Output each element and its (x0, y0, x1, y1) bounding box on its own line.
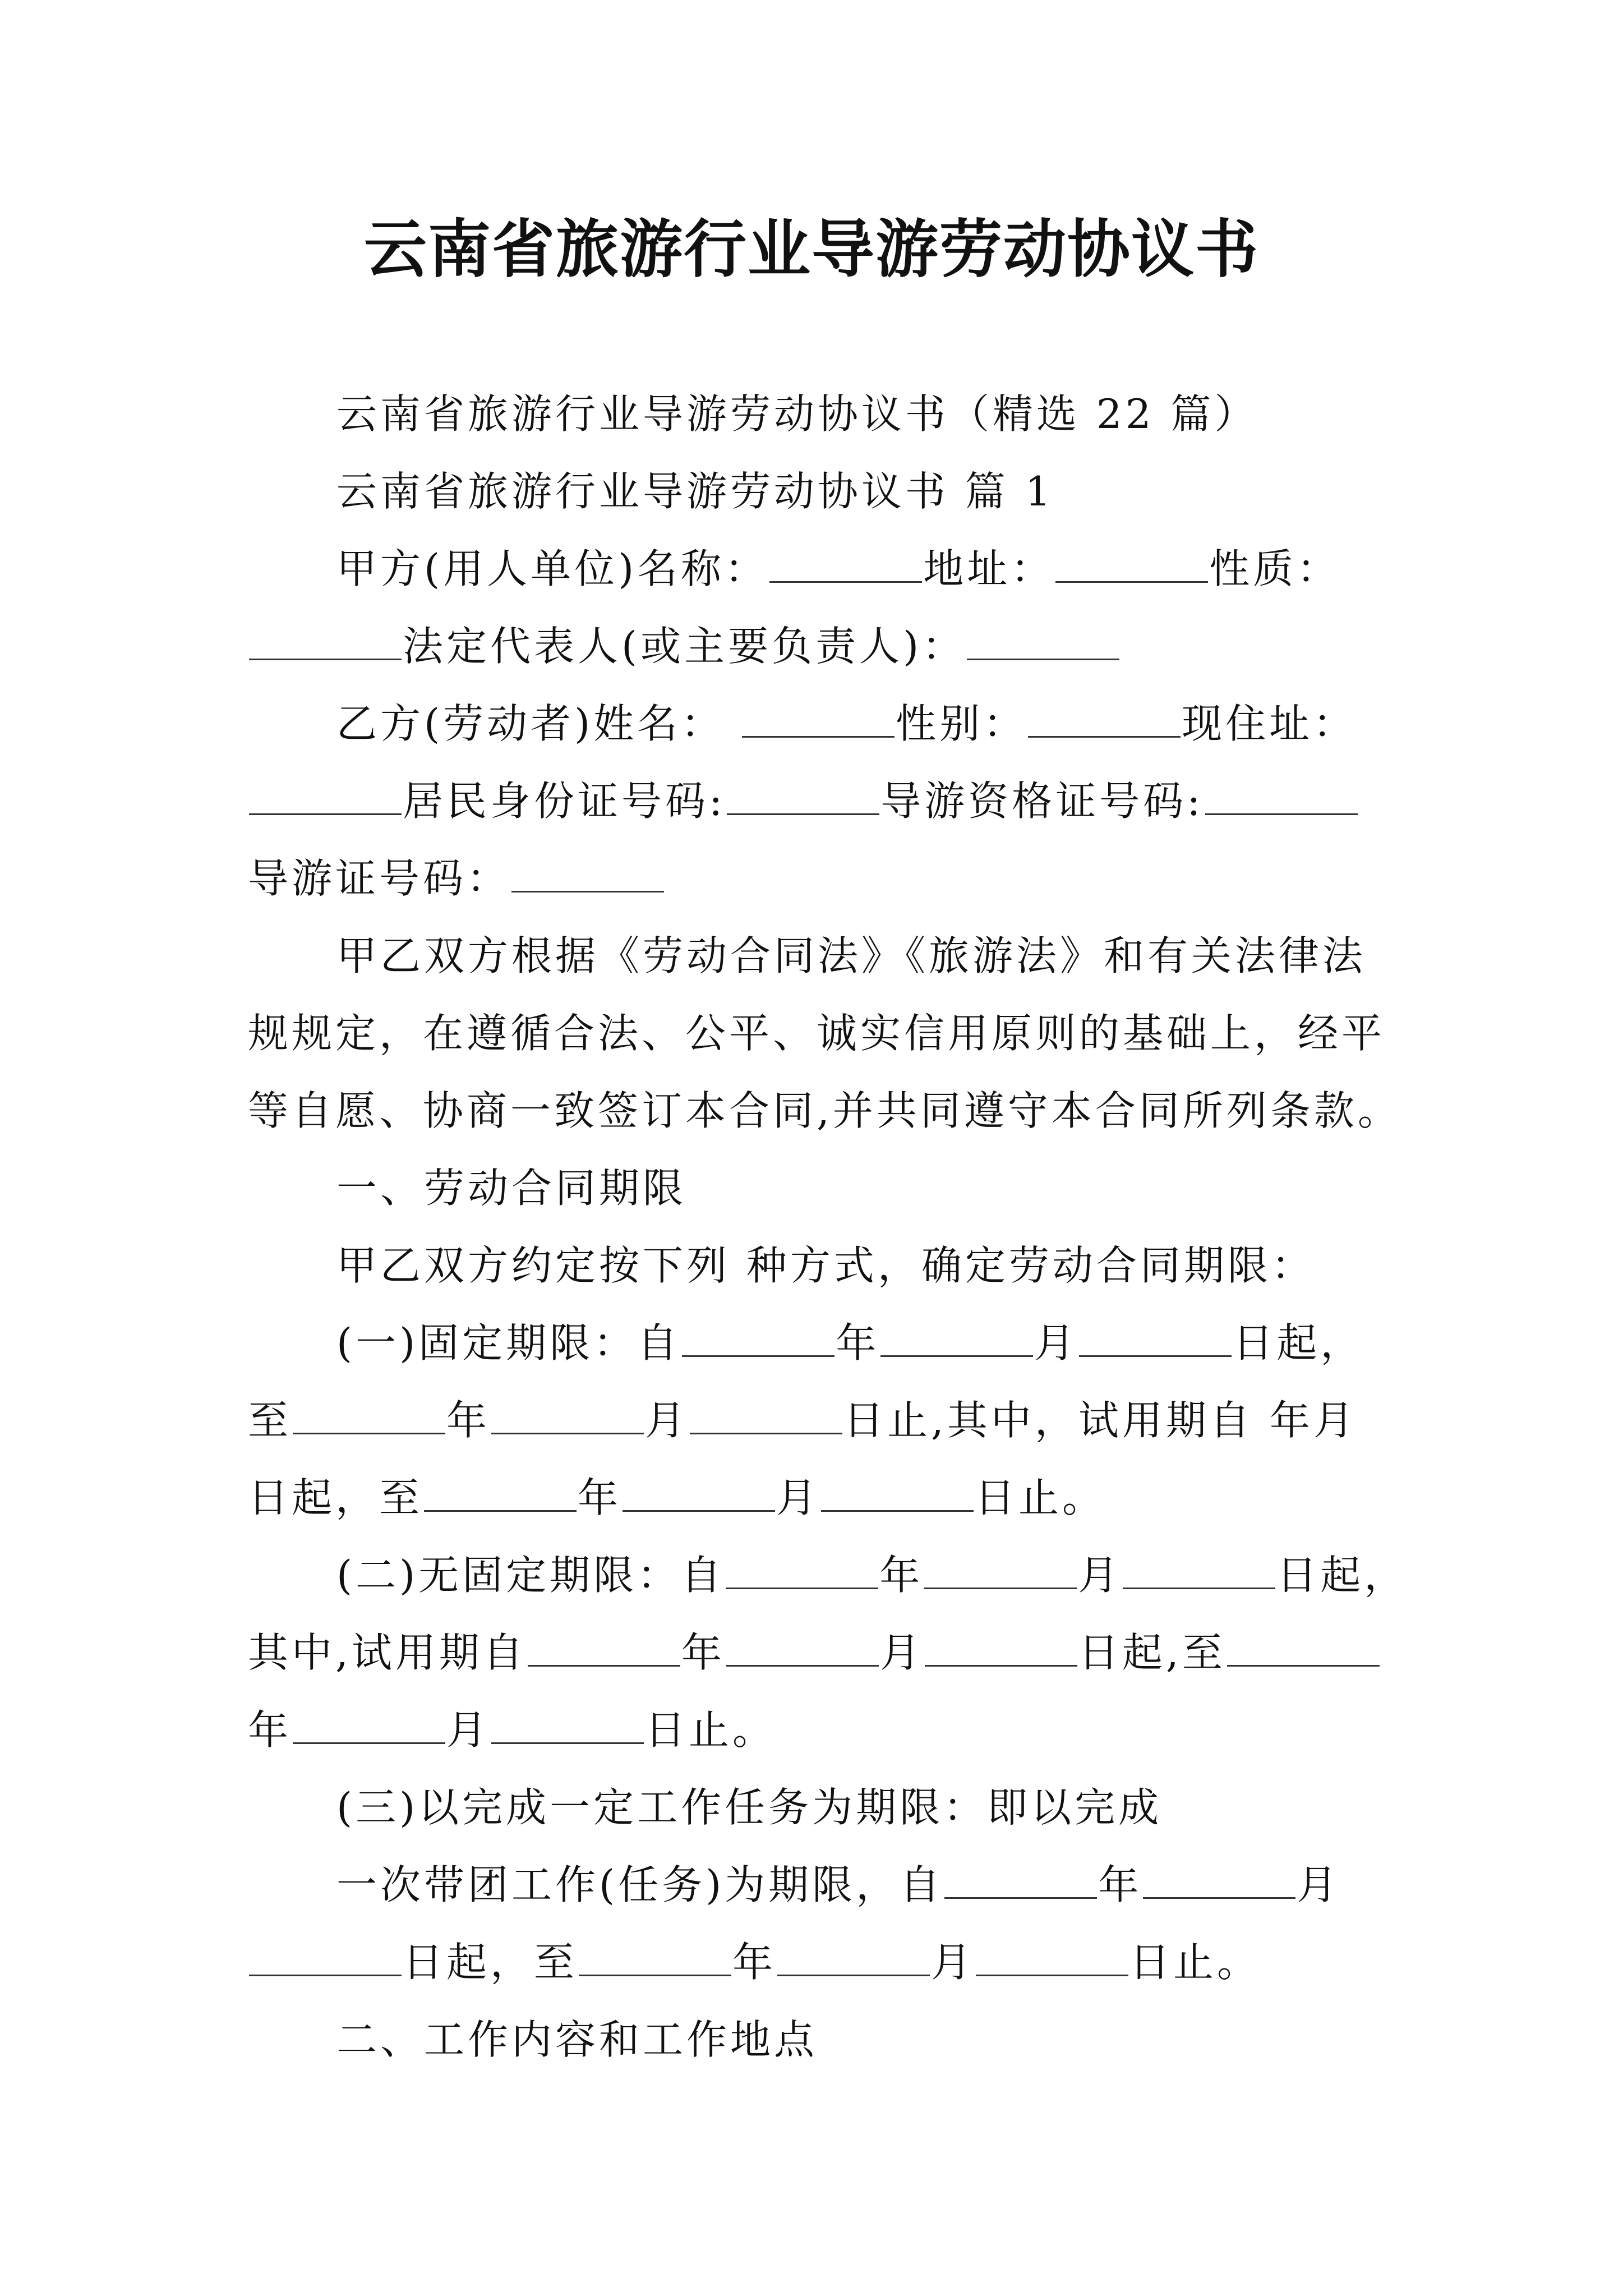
blank-field[interactable] (249, 780, 402, 815)
blank-field[interactable] (424, 1476, 577, 1512)
section-heading: 二、工作内容和工作地点 (336, 2016, 818, 2063)
open-term-line: 年 月 日止。 (248, 1706, 777, 1754)
guide-card-line: 导游证号码： (248, 852, 665, 905)
blank-field[interactable] (623, 1476, 775, 1512)
fixed-term-line: 日起，至 年 月 日止。 (248, 1474, 1106, 1521)
id-number-line: 居民身份证号码: 导游资格证号码: (248, 774, 1359, 828)
subtitle-line: 云南省旅游行业导游劳动协议书（精选 22 篇） (336, 390, 1258, 438)
fixed-term-line: 至 年 月 日止,其中，试用期自 年月 (248, 1397, 1357, 1444)
blank-field[interactable] (249, 1941, 402, 1976)
blank-field[interactable] (293, 1399, 445, 1434)
section-heading: 一、劳动合同期限 (336, 1165, 687, 1212)
blank-field[interactable] (491, 1709, 644, 1744)
task-term-line: 日起，至 年 月 日止。 (248, 1935, 1261, 1989)
open-term-line: 其中,试用期自 年 月 日起,至 (248, 1626, 1381, 1680)
document-title: 云南省旅游行业导游劳动协议书 (364, 213, 1259, 286)
blank-field[interactable] (944, 1864, 1097, 1899)
party-a-representative-line: 法定代表人(或主要负责人)： (248, 619, 1121, 673)
open-term-line: (二)无固定期限：自 年 月 日起， (336, 1552, 1408, 1599)
blank-field[interactable] (682, 1322, 834, 1357)
blank-field[interactable] (924, 1554, 1077, 1589)
blank-field[interactable] (1227, 1631, 1380, 1667)
blank-field[interactable] (727, 780, 879, 815)
blank-field[interactable] (742, 702, 895, 738)
blank-field[interactable] (1079, 1322, 1232, 1357)
blank-field[interactable] (726, 1631, 879, 1667)
blank-field[interactable] (777, 1941, 930, 1976)
task-term-line: (三)以完成一定工作任务为期限：即以完成 (336, 1784, 1163, 1831)
blank-field[interactable] (880, 1322, 1033, 1357)
blank-field[interactable] (1143, 1864, 1295, 1899)
body-paragraph-line: 规规定，在遵循合法、公平、诚实信用原则的基础上，经平 (248, 1010, 1386, 1057)
fixed-term-line: (一)固定期限：自 年 月 日起， (336, 1319, 1364, 1366)
blank-field[interactable] (1055, 547, 1208, 583)
body-paragraph-line: 甲乙双方根据《劳动合同法》《旅游法》和有关法律法 (336, 932, 1367, 979)
blank-field[interactable] (925, 1631, 1077, 1667)
blank-field[interactable] (1028, 702, 1181, 738)
blank-field[interactable] (690, 1399, 842, 1434)
blank-field[interactable] (967, 625, 1119, 660)
party-a-line: 甲方(用人单位)名称： 地址： 性质： (336, 545, 1341, 592)
body-paragraph-line: 等自愿、协商一致签订本合同,并共同遵守本合同所列条款。 (248, 1087, 1401, 1134)
blank-field[interactable] (1205, 780, 1358, 815)
blank-field[interactable] (293, 1709, 445, 1744)
blank-field[interactable] (528, 1631, 680, 1667)
blank-field[interactable] (491, 1399, 644, 1434)
blank-field[interactable] (511, 857, 664, 892)
blank-field[interactable] (579, 1941, 731, 1976)
blank-field[interactable] (821, 1476, 974, 1512)
blank-field[interactable] (726, 1554, 878, 1589)
party-b-line: 乙方(劳动者)姓名： 性别： 现住址： (336, 700, 1357, 747)
task-term-line: 一次带团工作(任务)为期限，自 年 月 (336, 1861, 1341, 1908)
blank-field[interactable] (769, 547, 922, 583)
blank-field[interactable] (976, 1941, 1128, 1976)
body-paragraph-line: 甲乙双方约定按下列 种方式，确定劳动合同期限： (336, 1242, 1315, 1289)
blank-field[interactable] (1123, 1554, 1275, 1589)
blank-field[interactable] (249, 625, 402, 660)
section-heading: 云南省旅游行业导游劳动协议书 篇 1 (336, 468, 1054, 515)
